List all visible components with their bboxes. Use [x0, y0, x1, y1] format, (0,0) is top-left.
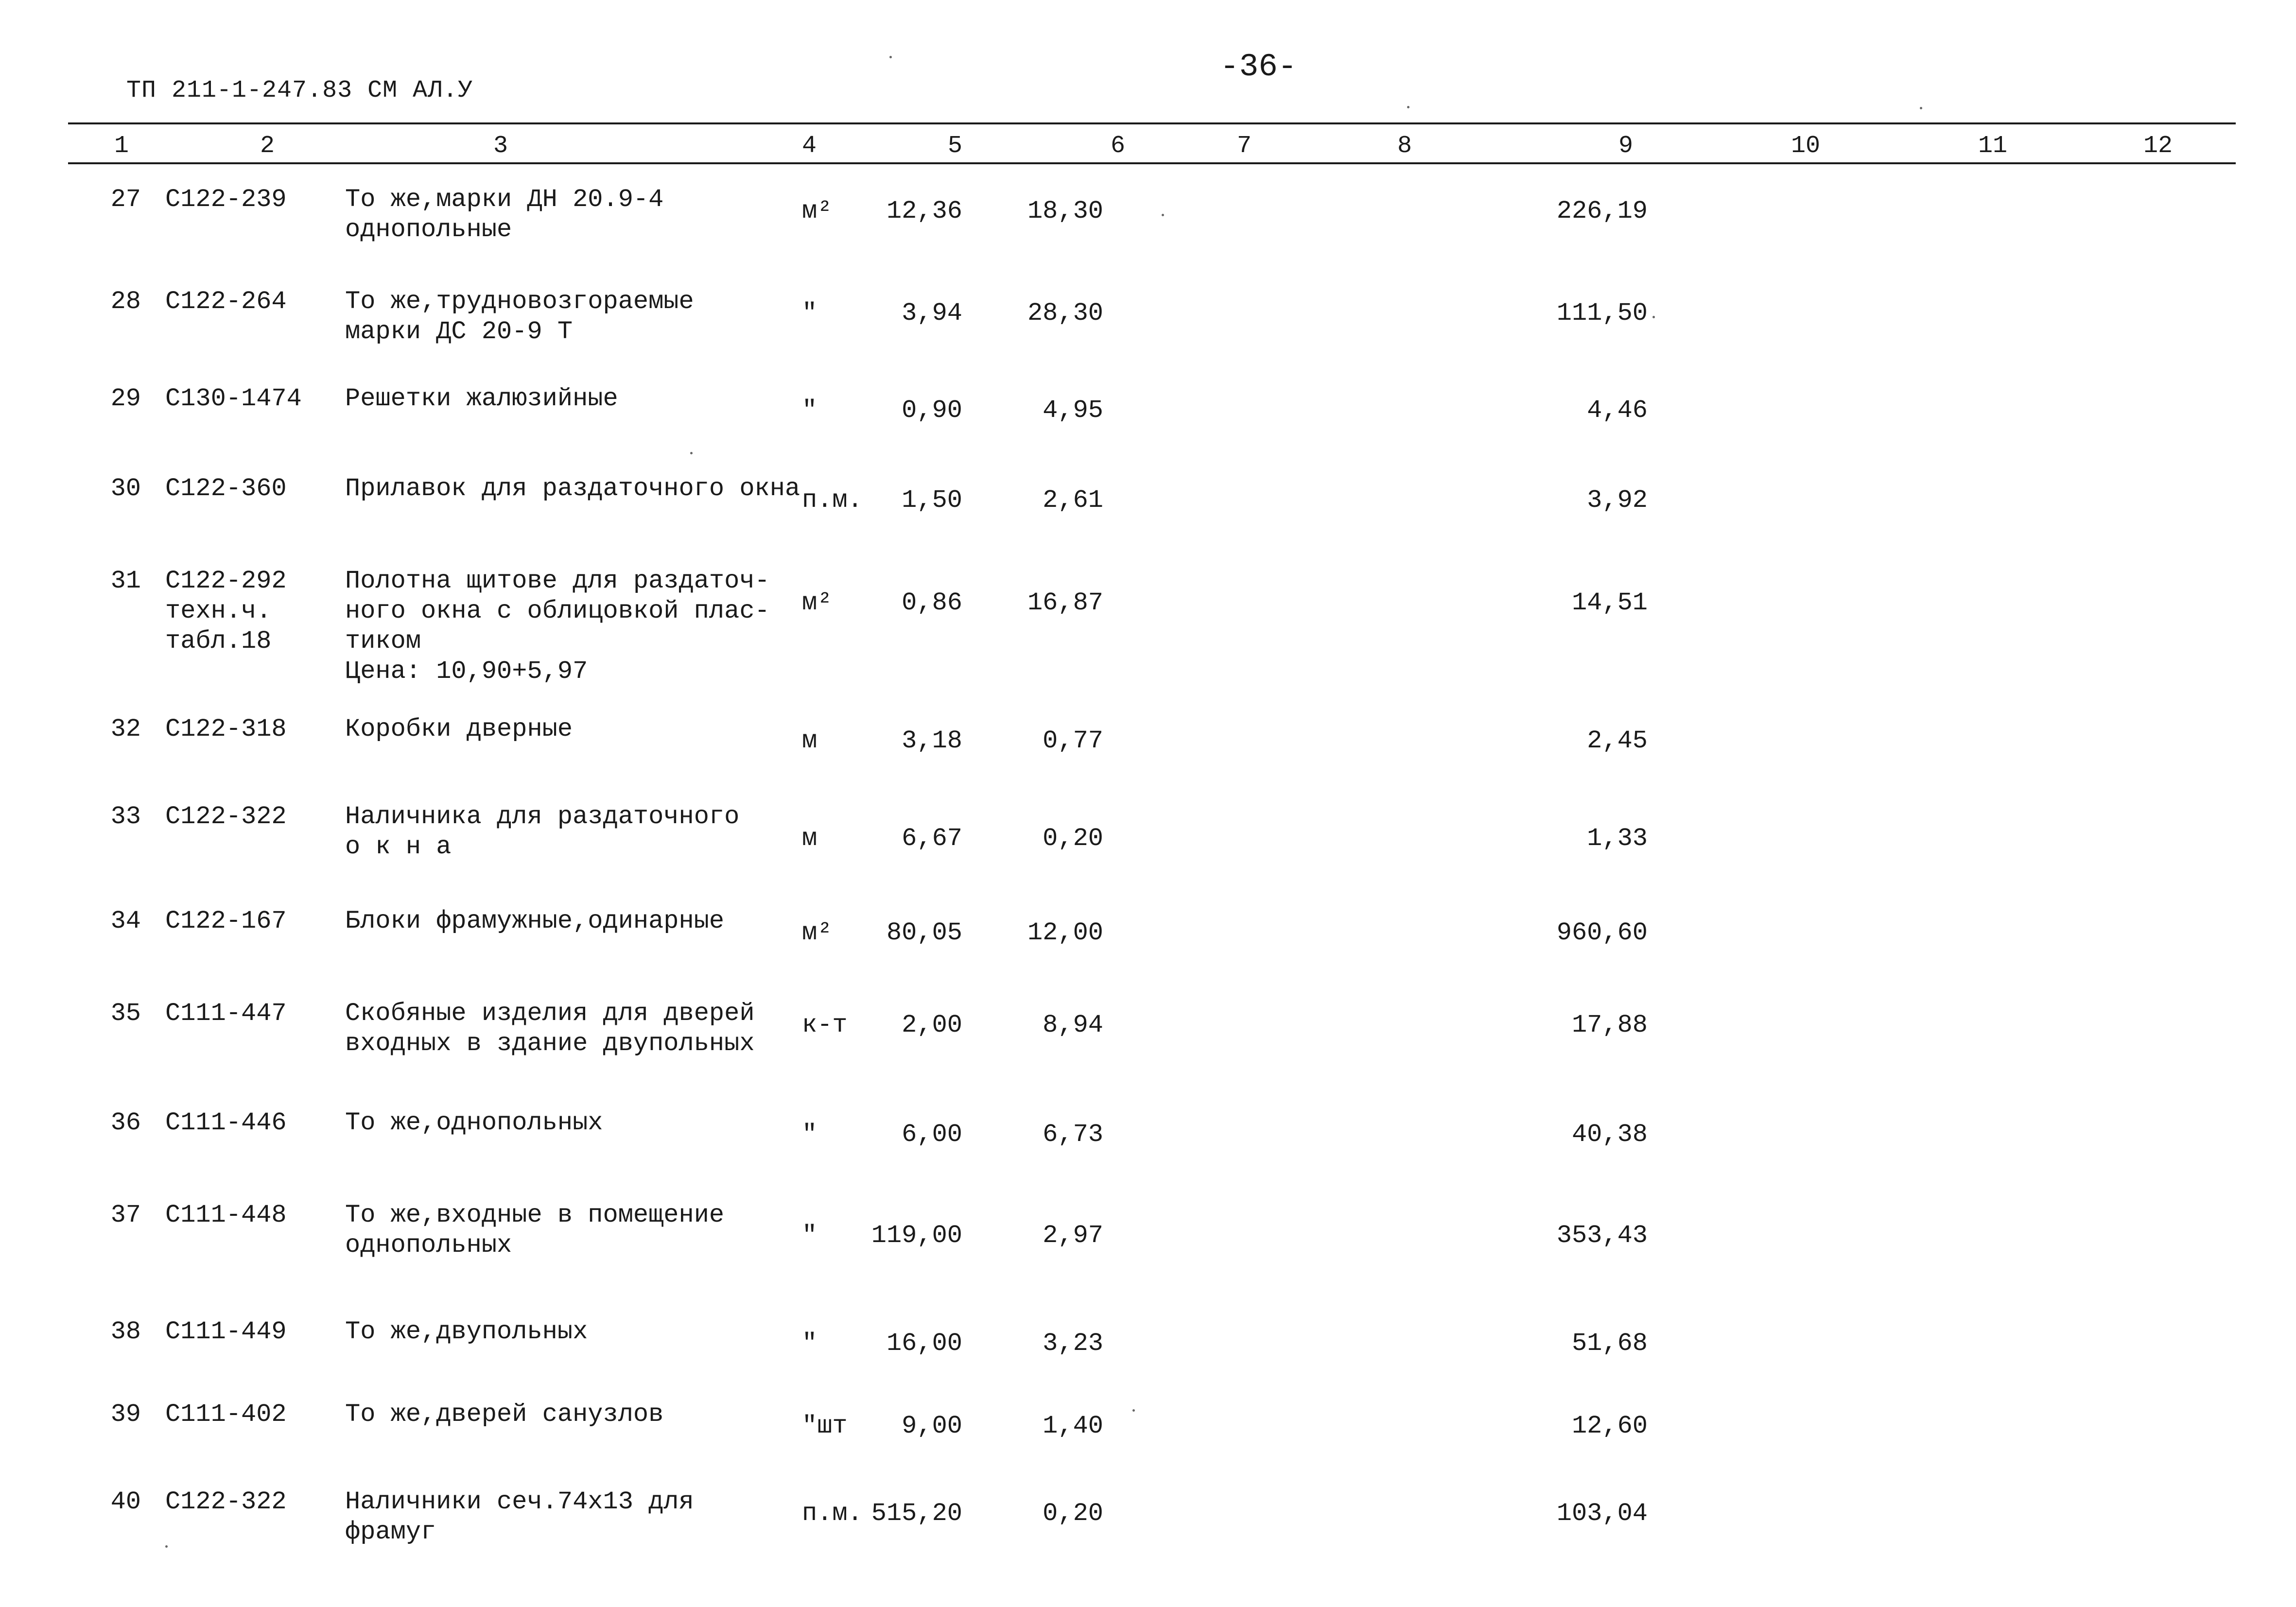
row-quantity: 2,00	[902, 1011, 962, 1039]
row-description: Наличники сеч.74х13 для	[345, 1487, 694, 1516]
row-unit: "шт	[802, 1412, 848, 1440]
row-price: 28,30	[1027, 299, 1103, 328]
scan-speck	[165, 1545, 168, 1548]
row-unit: м²	[802, 197, 833, 225]
row-total: 17,88	[1571, 1011, 1648, 1039]
row-price: 6,73	[1043, 1120, 1103, 1149]
row-description: о к н а	[345, 832, 452, 861]
row-total: 3,92	[1587, 486, 1648, 515]
row-total: 2,45	[1587, 726, 1648, 755]
row-number: 39	[110, 1400, 141, 1429]
row-quantity: 3,18	[902, 726, 962, 755]
row-number: 32	[110, 715, 141, 743]
row-unit: "	[802, 299, 818, 328]
row-description: ного окна с облицовкой плас-	[345, 597, 770, 625]
row-unit: п.м.	[802, 486, 863, 515]
row-total: 103,04	[1556, 1499, 1648, 1528]
row-price: 0,20	[1043, 824, 1103, 853]
column-number-8: 8	[1397, 132, 1412, 160]
row-description: Решетки жалюзийные	[345, 384, 618, 413]
document-code: ТП 211-1-247.83 СМ АЛ.У	[126, 77, 473, 104]
header-bottom-rule	[68, 162, 2236, 164]
column-number-4: 4	[801, 132, 817, 160]
row-code: С122-322	[165, 1487, 287, 1516]
column-number-9: 9	[1618, 132, 1634, 160]
scan-speck	[1162, 214, 1164, 216]
row-price: 0,20	[1043, 1499, 1103, 1528]
column-number-11: 11	[1978, 132, 2008, 160]
row-total: 4,46	[1587, 396, 1648, 425]
row-number: 36	[110, 1108, 141, 1137]
column-number-7: 7	[1236, 132, 1252, 160]
row-code: С122-318	[165, 715, 287, 743]
row-code: С111-446	[165, 1108, 287, 1137]
row-price: 2,61	[1043, 486, 1103, 515]
row-description: Блоки фрамужные,одинарные	[345, 907, 725, 935]
row-code: С122-167	[165, 907, 287, 935]
row-description: тиком	[345, 627, 421, 656]
header-top-rule	[68, 122, 2236, 124]
row-quantity: 0,86	[902, 588, 962, 617]
row-code: С111-448	[165, 1201, 287, 1229]
row-number: 40	[110, 1487, 141, 1516]
row-number: 31	[110, 567, 141, 595]
row-price: 8,94	[1043, 1011, 1103, 1039]
row-description: То же,двупольных	[345, 1317, 588, 1346]
row-number: 33	[110, 802, 141, 831]
row-description: фрамуг	[345, 1518, 436, 1546]
row-number: 35	[110, 999, 141, 1028]
row-total: 111,50	[1556, 299, 1648, 328]
column-number-2: 2	[260, 132, 275, 160]
page-number: -36-	[1220, 49, 1297, 85]
scan-speck	[1132, 1409, 1135, 1412]
row-number: 38	[110, 1317, 141, 1346]
row-unit: к-т	[802, 1011, 848, 1039]
row-code: С122-239	[165, 185, 287, 214]
row-quantity: 6,00	[902, 1120, 962, 1149]
row-code: С111-402	[165, 1400, 287, 1429]
row-number: 29	[110, 384, 141, 413]
column-number-5: 5	[947, 132, 963, 160]
row-unit: м	[802, 824, 818, 853]
row-unit: "	[802, 1221, 818, 1250]
row-unit: "	[802, 1120, 818, 1149]
row-code: С111-449	[165, 1317, 287, 1346]
row-code: С130-1474	[165, 384, 302, 413]
row-code: С122-360	[165, 474, 287, 503]
column-number-3: 3	[493, 132, 508, 160]
row-description: То же,трудновозгораемые	[345, 287, 694, 316]
row-quantity: 1,50	[902, 486, 962, 515]
row-description: Скобяные изделия для дверей	[345, 999, 755, 1028]
row-number: 37	[110, 1201, 141, 1229]
row-total: 353,43	[1556, 1221, 1648, 1250]
row-total: 226,19	[1556, 197, 1648, 225]
scan-speck	[1920, 107, 1922, 109]
row-code: С111-447	[165, 999, 287, 1028]
row-quantity: 6,67	[902, 824, 962, 853]
row-quantity: 80,05	[886, 918, 962, 947]
row-description: То же,входные в помещение	[345, 1201, 725, 1229]
row-price: 0,77	[1043, 726, 1103, 755]
row-price: 16,87	[1027, 588, 1103, 617]
row-quantity: 515,20	[871, 1499, 962, 1528]
row-unit: "	[802, 1329, 818, 1358]
row-description: входных в здание двупольных	[345, 1029, 755, 1058]
row-code: техн.ч.	[165, 597, 272, 625]
row-price: 4,95	[1043, 396, 1103, 425]
row-code: С122-322	[165, 802, 287, 831]
row-quantity: 16,00	[886, 1329, 962, 1358]
row-total: 1,33	[1587, 824, 1648, 853]
row-number: 34	[110, 907, 141, 935]
row-description: однопольные	[345, 215, 512, 244]
row-quantity: 3,94	[902, 299, 962, 328]
scan-speck	[889, 56, 892, 58]
row-code: табл.18	[165, 627, 272, 656]
row-description: Прилавок для раздаточного окна	[345, 474, 800, 503]
row-unit: м²	[802, 918, 833, 947]
row-unit: м	[802, 726, 818, 755]
row-price: 1,40	[1043, 1412, 1103, 1440]
row-price: 12,00	[1027, 918, 1103, 947]
row-description: Цена: 10,90+5,97	[345, 657, 588, 686]
row-total: 40,38	[1571, 1120, 1648, 1149]
row-total: 960,60	[1556, 918, 1648, 947]
row-price: 18,30	[1027, 197, 1103, 225]
row-total: 51,68	[1571, 1329, 1648, 1358]
column-number-1: 1	[114, 132, 129, 160]
row-quantity: 0,90	[902, 396, 962, 425]
scan-speck	[1407, 106, 1409, 108]
column-number-6: 6	[1110, 132, 1126, 160]
row-number: 28	[110, 287, 141, 316]
row-description: То же,дверей санузлов	[345, 1400, 664, 1429]
column-number-10: 10	[1791, 132, 1821, 160]
row-total: 14,51	[1571, 588, 1648, 617]
row-description: Коробки дверные	[345, 715, 573, 743]
row-quantity: 12,36	[886, 197, 962, 225]
row-description: То же,однопольных	[345, 1108, 603, 1137]
row-description: Наличника для раздаточного	[345, 802, 740, 831]
row-unit: п.м.	[802, 1499, 863, 1528]
row-description: Полотна щитове для раздаточ-	[345, 567, 770, 595]
row-number: 30	[110, 474, 141, 503]
row-price: 3,23	[1043, 1329, 1103, 1358]
column-number-12: 12	[2143, 132, 2173, 160]
row-quantity: 119,00	[871, 1221, 962, 1250]
row-price: 2,97	[1043, 1221, 1103, 1250]
scan-speck	[1652, 316, 1655, 318]
scan-speck	[690, 452, 693, 454]
row-code: С122-292	[165, 567, 287, 595]
row-description: марки ДС 20-9 Т	[345, 317, 573, 346]
row-unit: м²	[802, 588, 833, 617]
row-description: однопольных	[345, 1231, 512, 1260]
row-description: То же,марки ДН 20.9-4	[345, 185, 664, 214]
row-quantity: 9,00	[902, 1412, 962, 1440]
row-code: С122-264	[165, 287, 287, 316]
row-total: 12,60	[1571, 1412, 1648, 1440]
row-number: 27	[110, 185, 141, 214]
row-unit: "	[802, 396, 818, 425]
